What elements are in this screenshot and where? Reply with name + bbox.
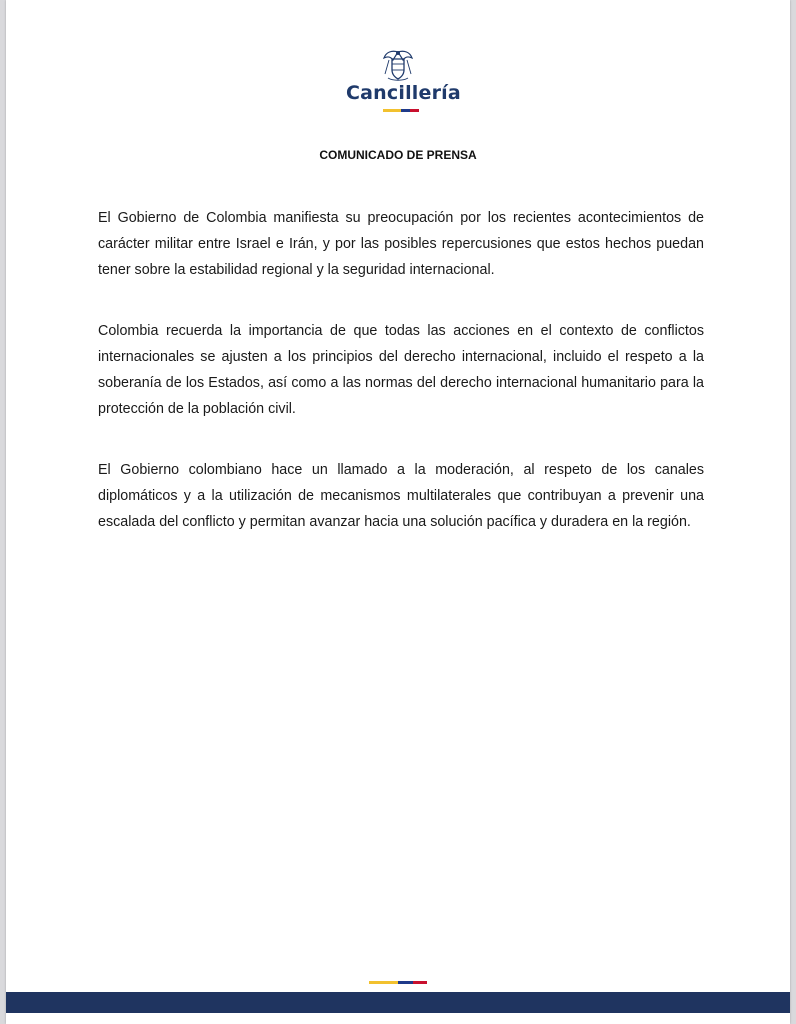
- document-title: COMUNICADO DE PRENSA: [319, 148, 477, 162]
- document-page: [6, 0, 790, 1024]
- brand-name: Cancillería: [346, 82, 461, 104]
- cancilleria-logo: [346, 48, 466, 118]
- flag-blue-segment: [398, 981, 413, 984]
- paragraph-3: El Gobierno colombiano hace un llamado a la moderación, al respeto de los canales diplomáticos y a la utilización de mecanismos multilaterales que contribuyan a prevenir una escalada del conflicto y permitan avanzar hacia una solución pacífica y duradera en la región.: [98, 462, 704, 530]
- flag-yellow-segment: [369, 981, 398, 984]
- paragraph-2: Colombia recuerda la importancia de que todas las acciones en el contexto de conflictos internacionales se ajusten a los principios del derecho internacional, incluido el respeto a la soberanía de los Estados, así como a las normas del derecho internacional humanitario para la protección de la población civil.: [98, 323, 704, 417]
- flag-yellow-segment: [383, 109, 401, 112]
- paragraph-1: El Gobierno de Colombia manifiesta su preocupación por los recientes acontecimientos de carácter militar entre Israel e Irán, y por las posibles repercusiones que estos hechos puedan tener sobre la estabilidad regional y la seguridad internacional.: [98, 210, 704, 278]
- flag-red-segment: [413, 981, 428, 984]
- colombia-coat-of-arms-icon: [380, 48, 416, 82]
- flag-red-segment: [410, 109, 419, 112]
- flag-color-bar: [383, 109, 419, 112]
- flag-blue-segment: [401, 109, 410, 112]
- footer-flag-color-bar: [369, 981, 427, 984]
- footer-band: [6, 992, 790, 1013]
